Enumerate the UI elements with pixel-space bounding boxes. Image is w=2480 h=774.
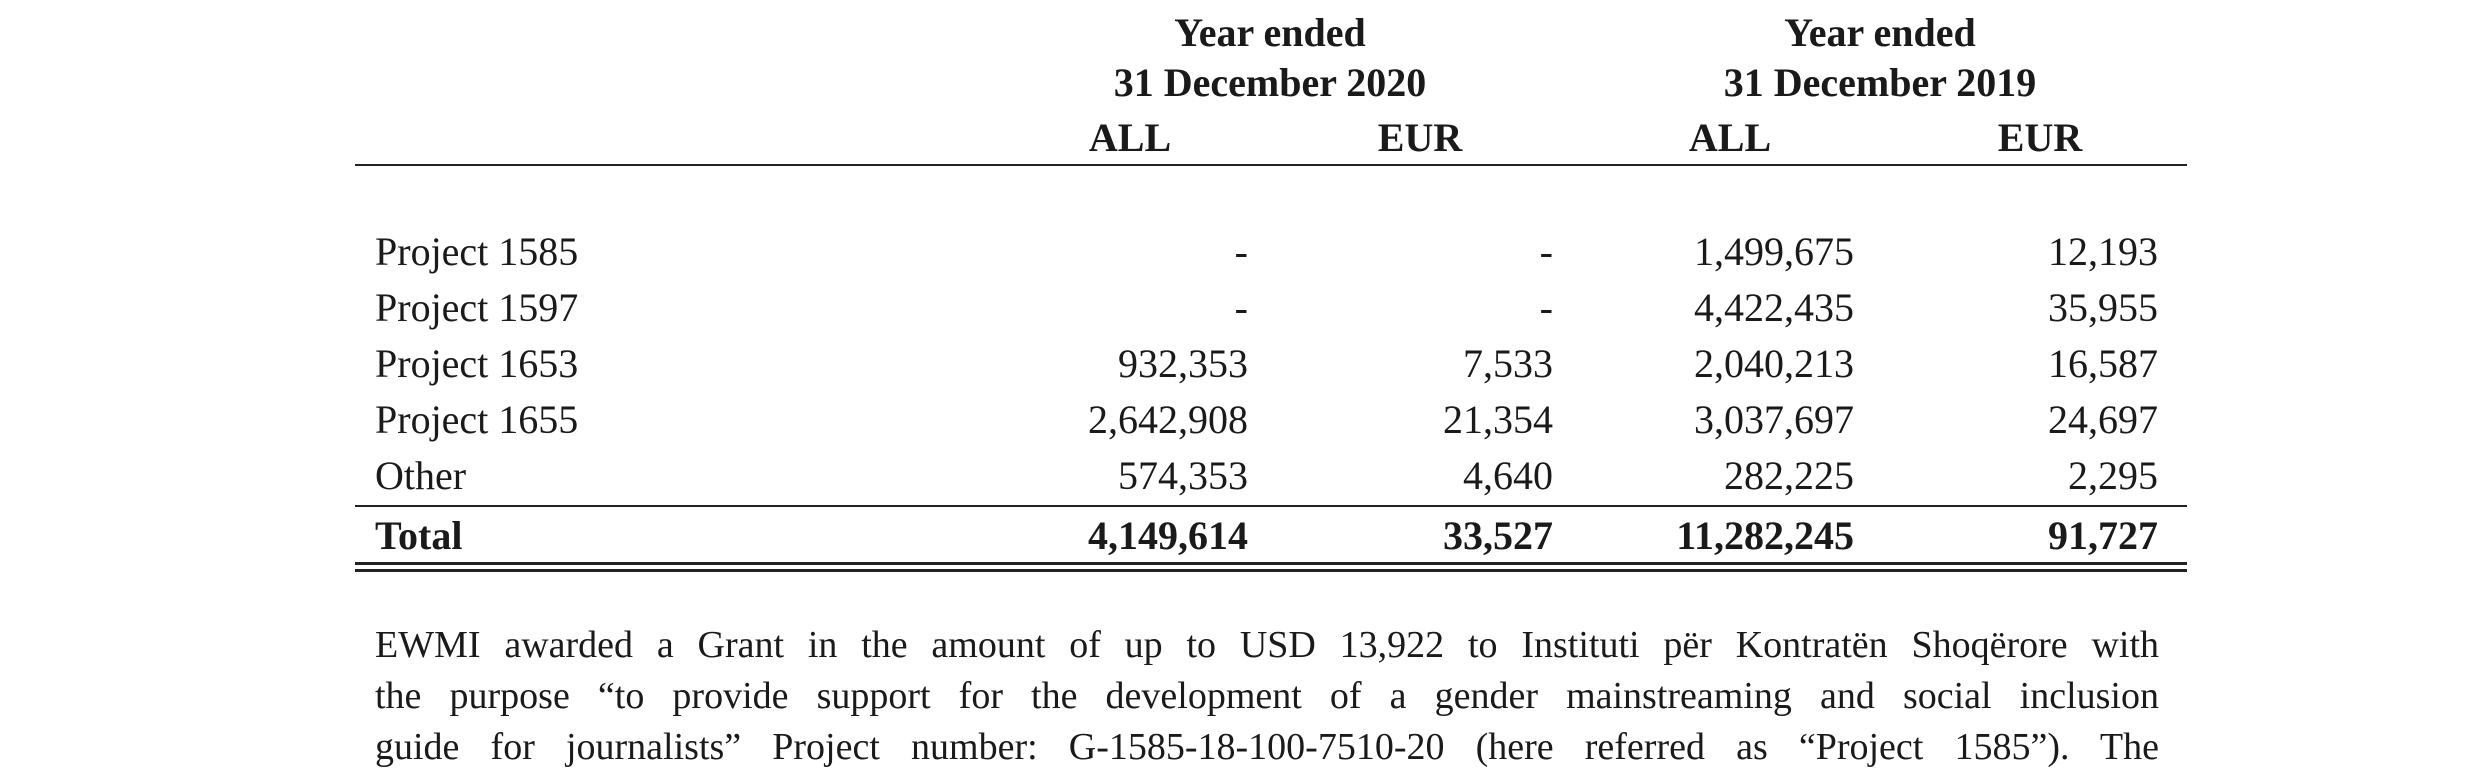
- row-label: Other: [375, 453, 467, 498]
- cell-eur-2020: 4,640: [1463, 453, 1553, 498]
- cell-all-2019: 4,422,435: [1694, 285, 1854, 330]
- paragraph-line: EWMI awarded a Grant in the amount of up to USD 13,922 to Instituti për Kontratën Shoqërore with: [375, 624, 2159, 666]
- cell-all-2020: 932,353: [1118, 341, 1248, 386]
- total-double-rule-top: [355, 562, 2187, 565]
- table-row: [0, 448, 2480, 504]
- header-eur-2020: EUR: [1377, 115, 1463, 160]
- header-rule: [355, 164, 2187, 166]
- cell-eur-2019: 2,295: [2068, 453, 2158, 498]
- row-label: Project 1597: [375, 285, 579, 330]
- cell-eur-2019: 35,955: [2048, 285, 2158, 330]
- group-2020-year-label: Year ended: [1174, 10, 1366, 55]
- total-eur-2020: 33,527: [1443, 513, 1553, 558]
- cell-all-2020: 2,642,908: [1088, 397, 1248, 442]
- table-row: [0, 224, 2480, 280]
- cell-all-2019: 282,225: [1724, 453, 1854, 498]
- cell-all-2020: 574,353: [1118, 453, 1248, 498]
- header-eur-2019: EUR: [1997, 115, 2083, 160]
- header-all-2019: ALL: [1688, 115, 1772, 160]
- cell-eur-2020: -: [1539, 285, 1553, 330]
- group-2019-date-label: 31 December 2019: [1723, 60, 2037, 105]
- header-all-2020: ALL: [1088, 115, 1172, 160]
- group-2019-year-label: Year ended: [1784, 10, 1976, 55]
- cell-eur-2019: 12,193: [2048, 229, 2158, 274]
- row-label: Project 1585: [375, 229, 579, 274]
- total-top-rule: [355, 505, 2187, 507]
- cell-eur-2020: -: [1539, 229, 1553, 274]
- total-all-2020: 4,149,614: [1088, 513, 1248, 558]
- paragraph-line: the purpose “to provide support for the development of a gender mainstreaming and social inclusion: [375, 675, 2159, 717]
- total-eur-2019: 91,727: [2048, 513, 2158, 558]
- table-row: [0, 280, 2480, 336]
- paragraph-line: guide for journalists” Project number: G-1585-18-100-7510-20 (here referred as “Project 1585”). The: [375, 726, 2159, 768]
- table-row: [0, 392, 2480, 448]
- group-2020-date-label: 31 December 2020: [1113, 60, 1427, 105]
- cell-all-2020: -: [1234, 229, 1248, 274]
- cell-all-2020: -: [1234, 285, 1248, 330]
- total-double-rule-bottom: [355, 569, 2187, 572]
- table-row: [0, 336, 2480, 392]
- cell-eur-2020: 7,533: [1463, 341, 1553, 386]
- cell-all-2019: 3,037,697: [1694, 397, 1854, 442]
- cell-eur-2019: 16,587: [2048, 341, 2158, 386]
- cell-eur-2019: 24,697: [2048, 397, 2158, 442]
- row-label: Project 1655: [375, 397, 579, 442]
- total-all-2019: 11,282,245: [1676, 513, 1854, 558]
- cell-all-2019: 1,499,675: [1694, 229, 1854, 274]
- total-row: [0, 508, 2480, 564]
- row-label: Project 1653: [375, 341, 579, 386]
- grant-description-paragraph: [375, 620, 2159, 773]
- cell-all-2019: 2,040,213: [1694, 341, 1854, 386]
- cell-eur-2020: 21,354: [1443, 397, 1553, 442]
- total-label: Total: [375, 513, 463, 558]
